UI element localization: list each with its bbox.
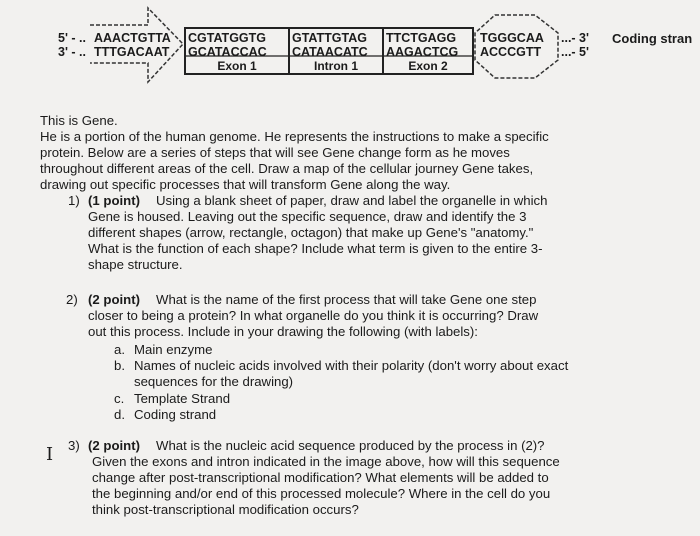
- seq-bottom-1: TTTGACAAT: [94, 45, 170, 59]
- q2-item-c: Template Strand: [134, 391, 231, 406]
- seq-bottom-5: ACCCGTT: [480, 45, 542, 59]
- q2-line-2: closer to being a protein? In what organelle do you think it is occurring? Draw: [88, 308, 539, 323]
- q2-item-b-letter: b.: [114, 358, 125, 373]
- q1-line-2: Gene is housed. Leaving out the specific sequence, draw and identify the 3: [88, 209, 527, 224]
- bottom-prefix: 3' - ..: [58, 45, 86, 59]
- intro-line-1: He is a portion of the human genome. He represents the instructions to make a specific: [40, 129, 549, 144]
- exon1-label: Exon 1: [217, 59, 257, 73]
- intro-line-2: protein. Below are a series of steps that will see Gene change form as he moves: [40, 145, 510, 160]
- q2-line-1: What is the name of the first process that will take Gene one step: [156, 292, 537, 307]
- seq-bottom-3: CATAACATC: [292, 45, 368, 59]
- q1-line-1: Using a blank sheet of paper, draw and label the organelle in which: [156, 193, 548, 208]
- q3-points: (2 point): [88, 438, 141, 453]
- coding-strand-label: Coding stran: [612, 31, 693, 46]
- q2-item-c-letter: c.: [114, 391, 125, 406]
- text-cursor-icon: I: [46, 444, 54, 465]
- q2-item-a: Main enzyme: [134, 342, 213, 357]
- q2-item-d: Coding strand: [134, 407, 217, 422]
- seq-top-1: AAACTGTTA: [94, 31, 171, 45]
- q3-line-3: change after post-transcriptional modification? What elements will be added to: [92, 470, 549, 485]
- q1-line-5: shape structure.: [88, 257, 183, 272]
- q2-line-3: out this process. Include in your drawing the following (with labels):: [88, 324, 478, 339]
- q1-line-4: What is the function of each shape? Include what term is given to the entire 3-: [88, 241, 543, 256]
- intro-line-4: drawing out specific processes that will transform Gene along the way.: [40, 177, 451, 192]
- intro-line-3: throughout different areas of the cell. Draw a map of the cellular journey Gene takes,: [40, 161, 534, 176]
- q3-line-4: the beginning and/or end of this processed molecule? Where in the cell do you: [92, 486, 551, 501]
- q2-points: (2 point): [88, 292, 141, 307]
- q2-item-b-cont: sequences for the drawing): [134, 374, 294, 389]
- q2-item-d-letter: d.: [114, 407, 125, 422]
- q3-number: 3): [68, 438, 80, 453]
- seq-bottom-4: AAGACTCG: [386, 45, 459, 59]
- intron1-label: Intron 1: [314, 59, 358, 73]
- top-suffix: ...- 3': [561, 31, 589, 45]
- q3-line-2: Given the exons and intron indicated in the image above, how will this sequence: [92, 454, 560, 469]
- seq-bottom-2: GCATACCAC: [188, 45, 267, 59]
- top-prefix: 5' - ..: [58, 31, 86, 45]
- seq-top-4: TTCTGAGG: [386, 31, 457, 45]
- q1-points: (1 point): [88, 193, 141, 208]
- seq-top-3: GTATTGTAG: [292, 31, 367, 45]
- exon2-label: Exon 2: [408, 59, 448, 73]
- gene-figure: [0, 0, 700, 100]
- q3-line-1: What is the nucleic acid sequence produced by the process in (2)?: [156, 438, 545, 453]
- bottom-suffix: ...- 5': [561, 45, 589, 59]
- q3-line-5: think post-transcriptional modification occurs?: [92, 502, 359, 517]
- q2-item-b: Names of nucleic acids involved with their polarity (don't worry about exact: [134, 358, 569, 373]
- q2-item-a-letter: a.: [114, 342, 125, 357]
- q1-line-3: different shapes (arrow, rectangle, octagon) that make up Gene's "anatomy.": [88, 225, 534, 240]
- q1-number: 1): [68, 193, 80, 208]
- q2-number: 2): [66, 292, 78, 307]
- seq-top-5: TGGGCAA: [480, 31, 544, 45]
- intro-title: This is Gene.: [40, 113, 118, 128]
- seq-top-2: CGTATGGTG: [188, 31, 266, 45]
